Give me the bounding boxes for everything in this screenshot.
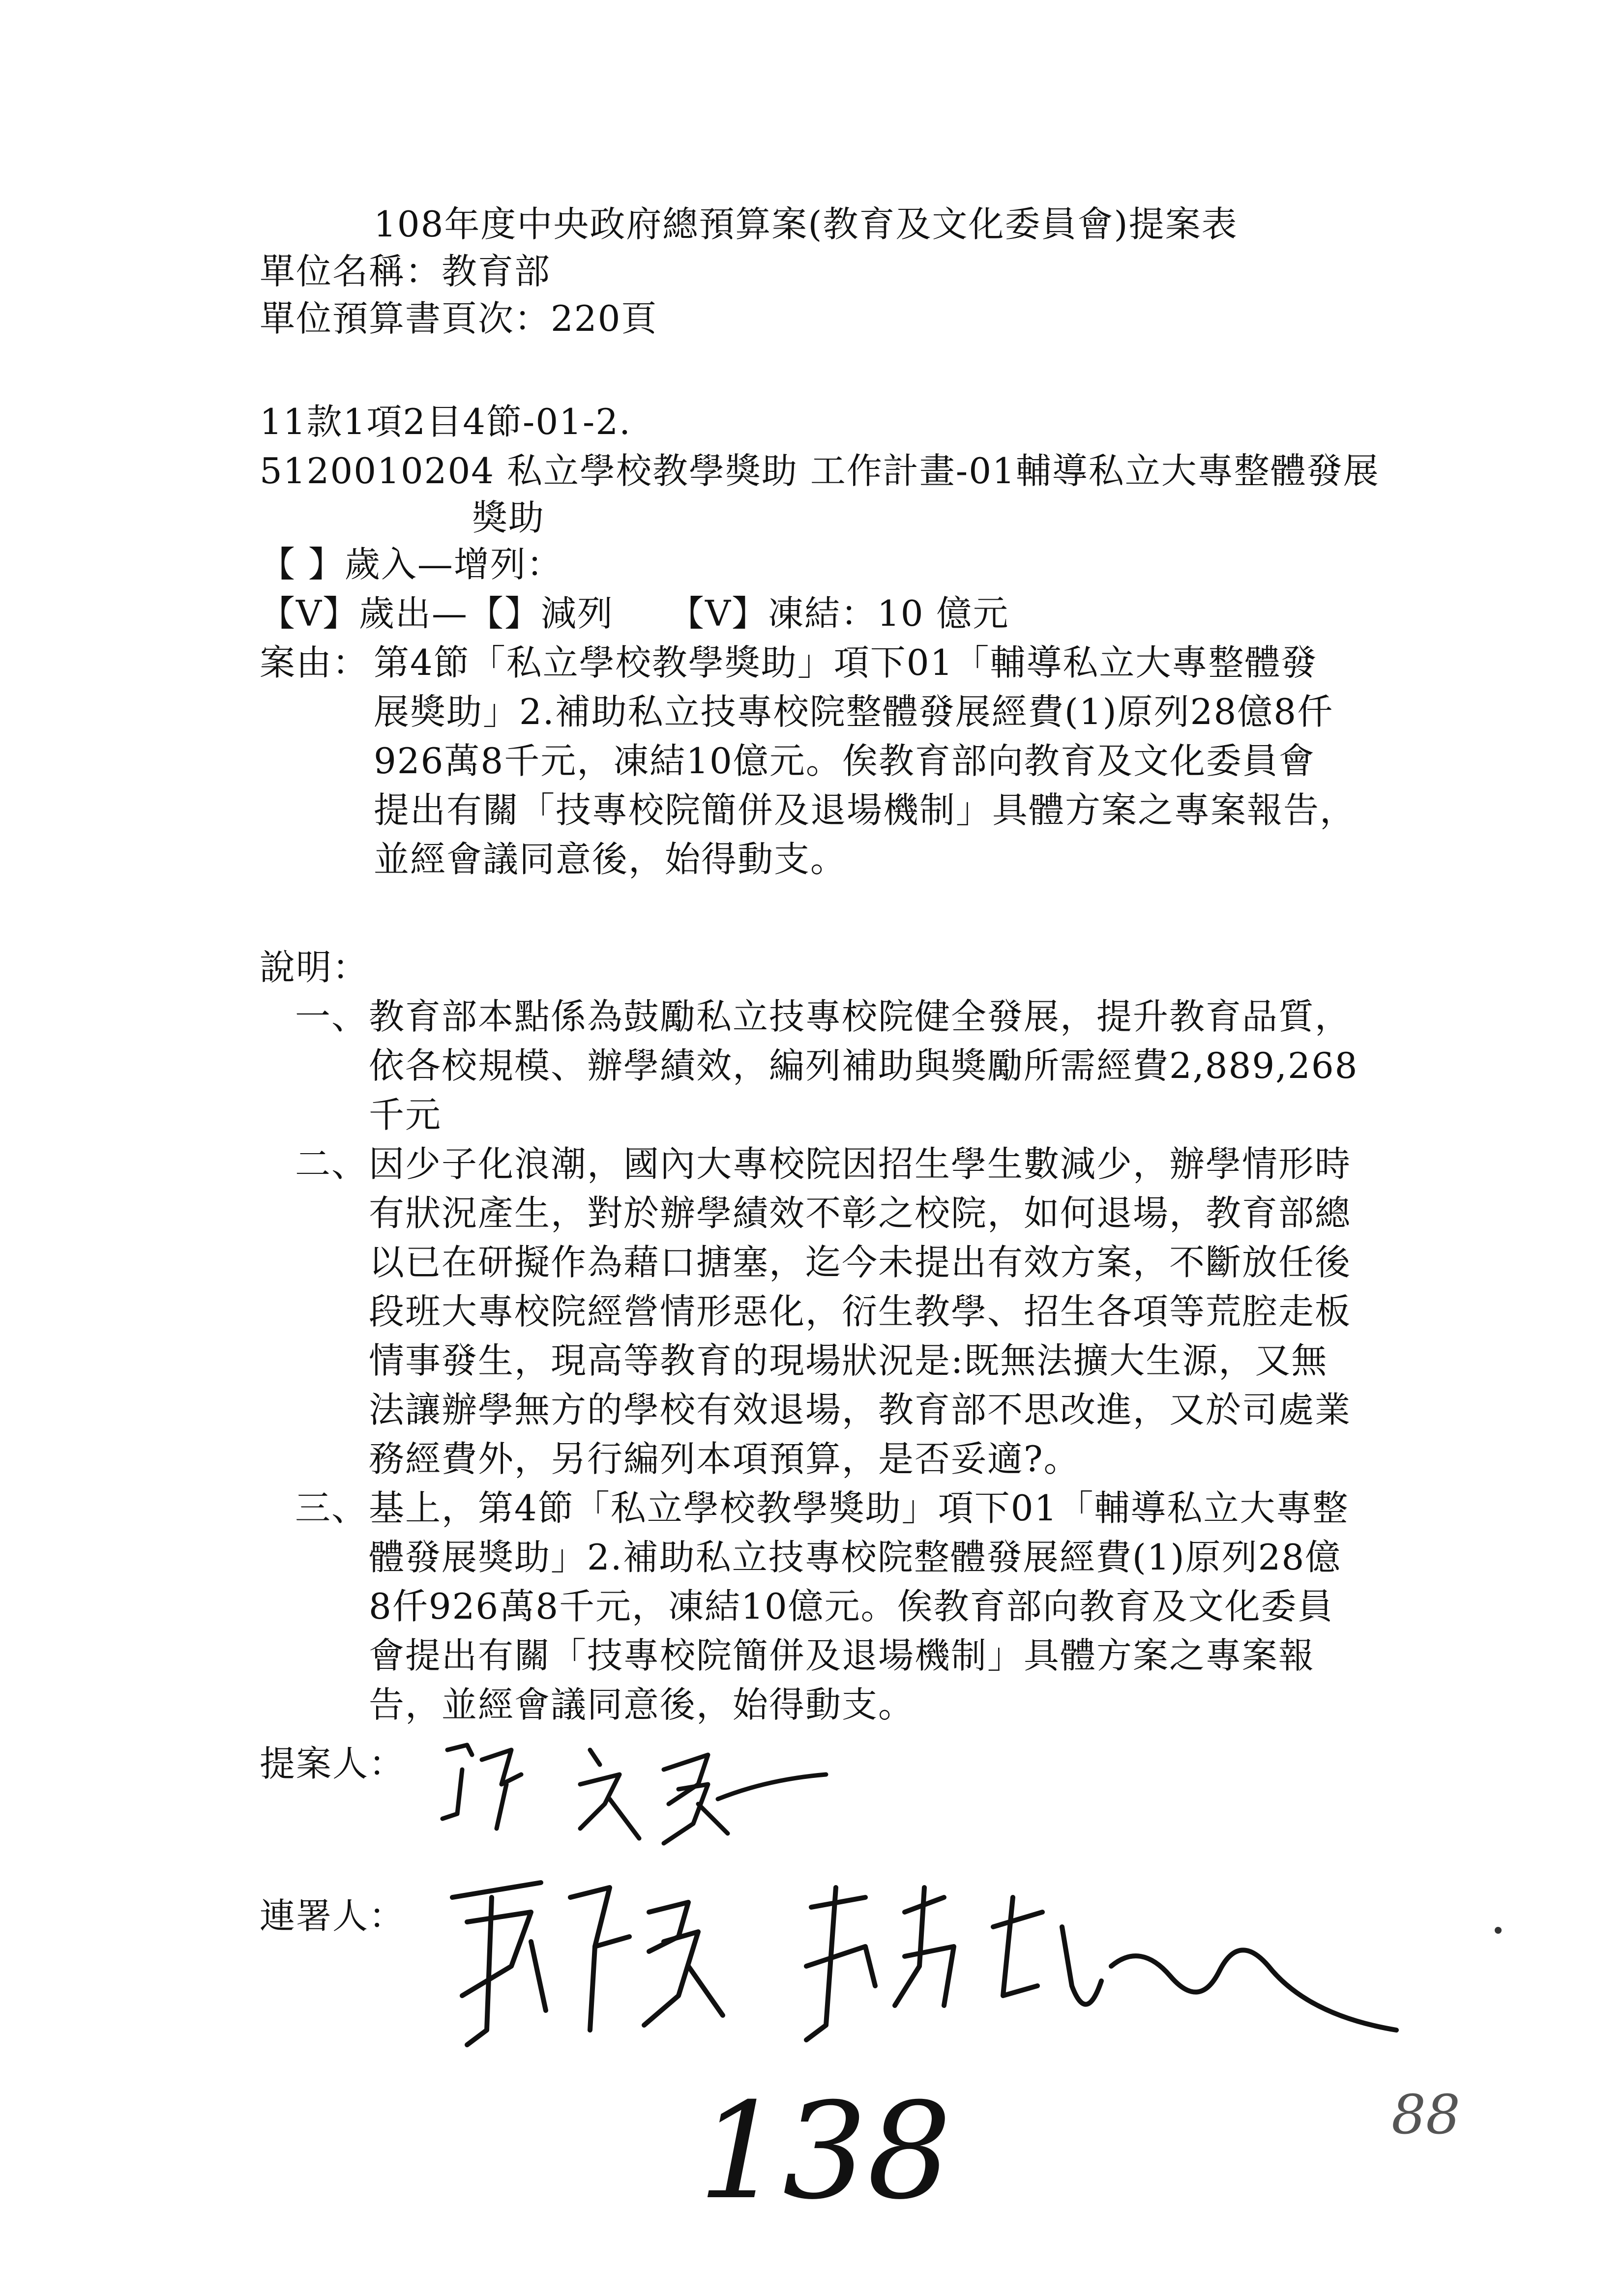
explanation-line: 段班大專校院經營情形惡化，衍生教學、招生各項等荒腔走板: [369, 1291, 1352, 1332]
proposer-label: 提案人：: [260, 1743, 406, 1784]
proposer-signature-icon: [433, 1730, 836, 1858]
budget-code-line1: 11款1項2目4節-01-2.: [260, 401, 632, 442]
explanation-line: 因少子化浪潮，國內大專校院因招生學生數減少，辦學情形時: [369, 1143, 1352, 1185]
explanation-line: 有狀況產生，對於辦學績效不彰之校院，如何退場，教育部總: [369, 1192, 1352, 1234]
case-reason-label: 案由：: [260, 642, 369, 683]
explanation-line: 教育部本點係為鼓勵私立技專校院健全發展，提升教育品質，: [369, 996, 1352, 1037]
revenue-line: 【 】歲入—增列：: [260, 544, 563, 585]
explanation-label: 說明：: [260, 947, 369, 988]
cosigner-label: 連署人：: [260, 1895, 406, 1937]
expense-line: 【V】歲出—【】減列 【V】凍結：10 億元: [260, 593, 1009, 634]
explanation-line: 基上，第4節「私立學校教學獎助」項下01「輔導私立大專整: [369, 1487, 1349, 1529]
handwritten-page-number: [688, 2074, 952, 2229]
explanation-line: 務經費外，另行編列本項預算，是否妥適?。: [369, 1438, 1080, 1480]
item-marker: 三、: [295, 1487, 368, 1529]
explanation-line: 以已在研擬作為藉口搪塞，迄今未提出有效方案，不斷放任後: [369, 1242, 1352, 1283]
explanation-line: 千元: [369, 1094, 442, 1135]
budget-page: 單位預算書頁次：220頁: [260, 298, 658, 339]
explanation-line: 會提出有關「技專校院簡併及退場機制」具體方案之專案報: [369, 1635, 1315, 1676]
explanation-line: 告，並經會議同意後，始得動支。: [369, 1684, 915, 1725]
explanation-line: 體發展獎助」2.補助私立技專校院整體發展經費(1)原列28億: [369, 1537, 1342, 1578]
cosigner-signature-icon: [433, 1868, 1406, 2084]
case-reason-line: 展獎助」2.補助私立技專校院整體發展經費(1)原列28億8仟: [374, 691, 1334, 732]
handwritten-corner-number-text: 88: [1391, 2083, 1460, 2146]
explanation-line: 8仟926萬8千元，凍結10億元。俟教育部向教育及文化委員: [369, 1586, 1334, 1627]
handwritten-page-number-text: 138: [698, 2074, 952, 2229]
document-title: 108年度中央政府總預算案(教育及文化委員會)提案表: [374, 203, 1238, 245]
case-reason-line: 並經會議同意後，始得動支。: [374, 839, 847, 880]
case-reason-line: 第4節「私立學校教學獎助」項下01「輔導私立大專整體發: [374, 642, 1318, 683]
budget-code-line2: 5120010204 私立學校教學獎助 工作計畫-01輔導私立大專整體發展: [260, 450, 1380, 492]
explanation-line: 情事發生，現高等教育的現場狀況是:既無法擴大生源，又無: [369, 1340, 1328, 1381]
budget-code-line2-cont: 獎助: [472, 497, 545, 538]
explanation-line: 法讓辦學無方的學校有效退場，教育部不思改進，又於司處業: [369, 1389, 1352, 1430]
case-reason-line: 926萬8千元，凍結10億元。俟教育部向教育及文化委員會: [374, 740, 1315, 782]
item-marker: 一、: [295, 996, 368, 1037]
scan-speck: [1495, 1927, 1502, 1934]
unit-name: 單位名稱：教育部: [260, 251, 551, 292]
handwritten-corner-number: [1387, 2079, 1465, 2148]
explanation-line: 依各校規模、辦學績效，編列補助與獎勵所需經費2,889,268: [369, 1045, 1358, 1086]
case-reason-line: 提出有關「技專校院簡併及退場機制」具體方案之專案報告，: [374, 789, 1357, 831]
item-marker: 二、: [295, 1143, 368, 1185]
